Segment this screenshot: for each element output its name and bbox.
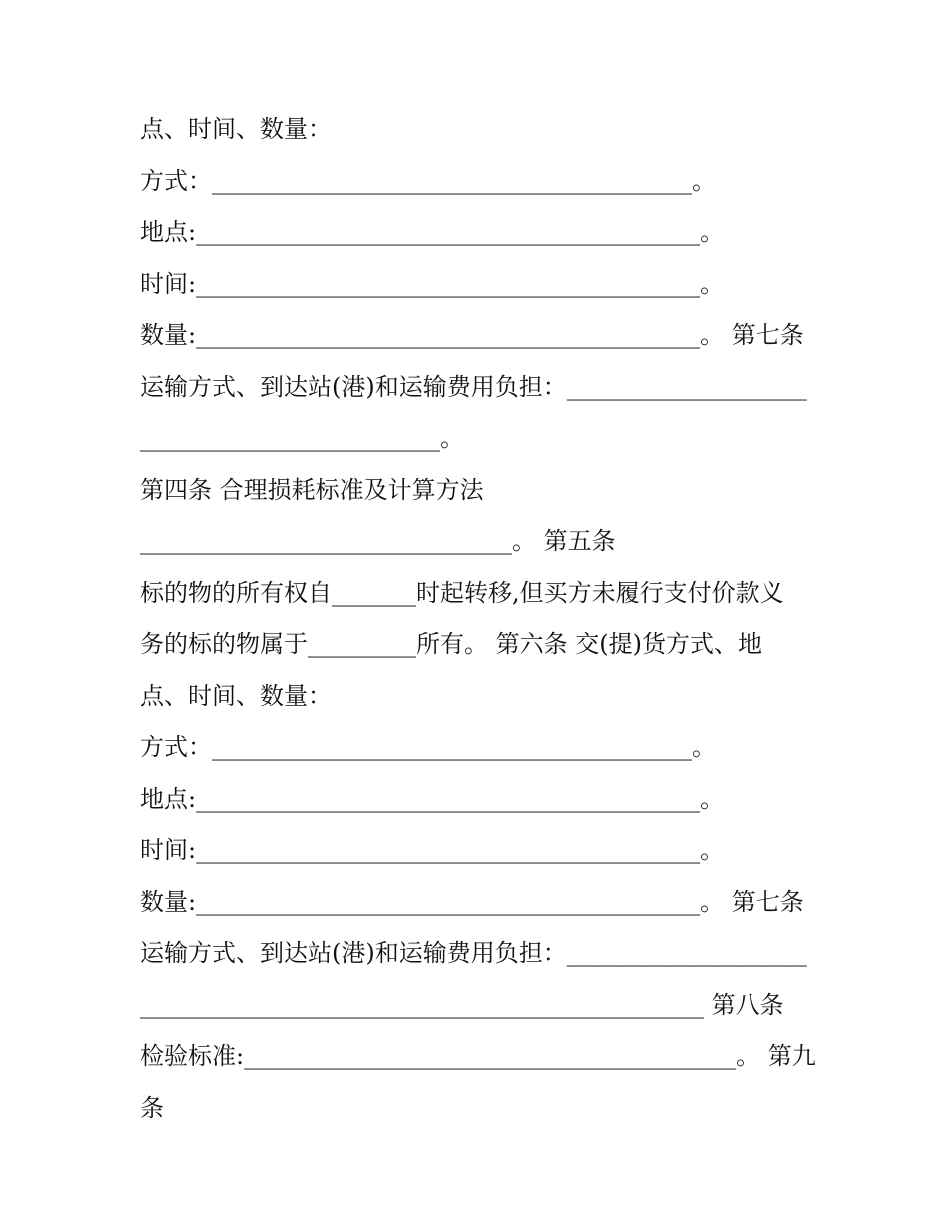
text-line: 务的标的物属于_________所有。 第六条 交(提)货方式、地 — [140, 630, 762, 658]
text-line: 点、时间、数量： — [140, 681, 332, 710]
text-line: 点、时间、数量： — [140, 115, 332, 143]
text-line: _______________________________。 第五条 — [140, 527, 616, 555]
text-line: 时间:__________________________________________。 — [140, 836, 725, 864]
text-line: 条 — [140, 1093, 164, 1122]
text-line: 地点:__________________________________________。 — [140, 784, 725, 813]
text-line: 第四条 合理损耗标准及计算方法 — [140, 475, 484, 504]
document-body — [140, 104, 830, 1134]
text-line: _______________________________________________ 第八条 — [140, 990, 784, 1019]
text-line: 方式：________________________________________。 — [140, 166, 716, 195]
text-line: 运输方式、到达站(港)和运输费用负担：____________________ — [140, 939, 807, 967]
text-line: 地点:__________________________________________。 — [140, 218, 725, 246]
text-line: 数量:__________________________________________。 第七条 — [140, 321, 804, 349]
text-line: 方式：________________________________________。 — [140, 733, 716, 761]
text-line: 运输方式、到达站(港)和运输费用负担：____________________ — [140, 372, 807, 401]
text-line: 数量:__________________________________________。 第七条 — [140, 887, 804, 916]
text-line: 检验标准:_________________________________________。 第九 — [140, 1042, 816, 1070]
text-line: 标的物的所有权自_______时起转移,但买方未履行支付价款义 — [140, 578, 784, 607]
text-line: 时间:__________________________________________。 — [140, 269, 725, 298]
text-line: _________________________。 — [140, 424, 464, 452]
